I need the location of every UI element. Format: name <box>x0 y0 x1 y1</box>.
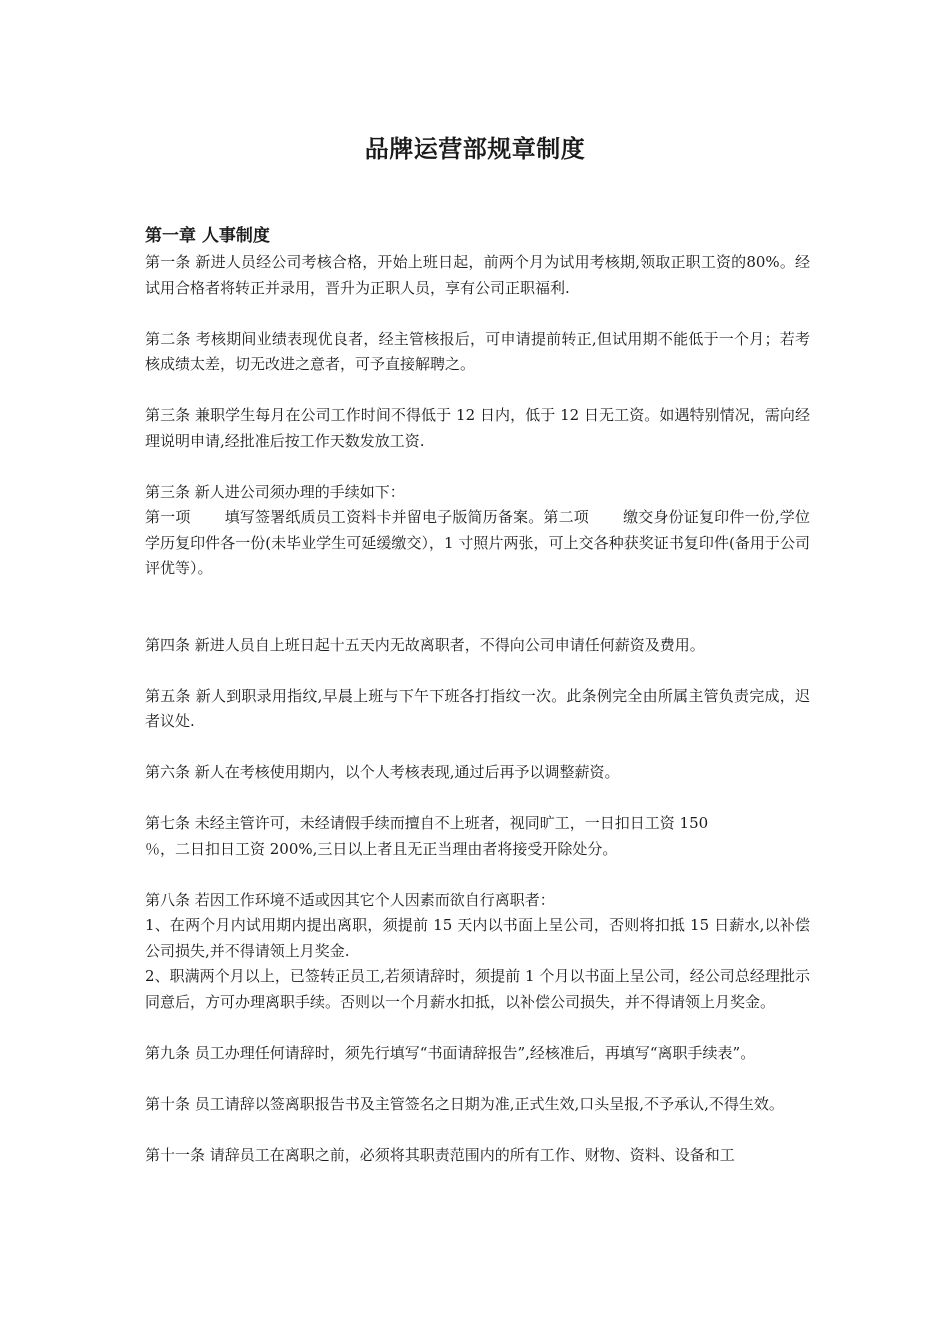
article-8-item-2: 2、职满两个月以上，已签转正员工,若须请辞时，须提前 1 个月以书面上呈公司，经公司总经理批示同意后，方可办理离职手续。否则以一个月薪水扣抵，以补偿公司损失，并不得请领上月奖金。 <box>145 967 810 1011</box>
procedure-item-1-text: 填写签署纸质员工资料卡并留电子版简历备案。 <box>224 508 544 526</box>
article-7-line-2: ％，二日扣日工资 200%,三日以上者且无正当理由者将接受开除处分。 <box>145 839 618 858</box>
procedure-item-2-text: 缴交身份证复印件一份,学位学历复印件各一份(未毕业学生可延缓缴交），1 寸照片两张，可上交各种获奖证书复印件(备用于公司评优等）。 <box>145 508 810 577</box>
procedure-item-1-label: 第一项 <box>145 508 191 526</box>
article-10: 第十条 员工请辞以签离职报告书及主管签名之日期为准,正式生效,口头呈报,不予承认,不得生效。 <box>145 1094 784 1113</box>
chapter-heading: 第一章 人事制度 <box>145 226 270 246</box>
document-body <box>145 222 810 1168</box>
article-3: 第三条 兼职学生每月在公司工作时间不得低于 12 日内，低于 12 日无工资。如遇特别情况，需向经理说明申请,经批准后按工作天数发放工资. <box>145 406 810 450</box>
procedure-items <box>145 505 810 582</box>
document-title: 品牌运营部规章制度 <box>364 135 586 163</box>
article-4: 第四条 新进人员自上班日起十五天内无故离职者，不得向公司申请任何薪资及费用。 <box>145 635 705 654</box>
article-5: 第五条 新人到职录用指纹,早晨上班与下午下班各打指纹一次。此条例完全由所属主管负责完成，迟者议处. <box>145 686 810 730</box>
article-1: 第一条 新进人员经公司考核合格，开始上班日起，前两个月为试用考核期,领取正职工资的80%。经试用合格者将转正并录用，晋升为正职人员，享有公司正职福利. <box>145 253 810 297</box>
article-9: 第九条 员工办理任何请辞时，须先行填写“书面请辞报告”,经核准后，再填写“离职手续表”。 <box>145 1043 756 1062</box>
article-7-line-1: 第七条 未经主管许可，未经请假手续而擅自不上班者，视同旷工，一日扣日工资 150 <box>145 814 709 832</box>
article-3b: 第三条 新人进公司须办理的手续如下： <box>145 482 405 501</box>
article-11: 第十一条 请辞员工在离职之前，必须将其职责范围内的所有工作、财物、资料、设备和工 <box>145 1145 735 1164</box>
article-8: 第八条 若因工作环境不适或因其它个人因素而欲自行离职者： <box>145 890 555 909</box>
article-6: 第六条 新人在考核使用期内，以个人考核表现,通过后再予以调整薪资。 <box>145 763 620 781</box>
article-8-item-1: 1、在两个月内试用期内提出离职，须提前 15 天内以书面上呈公司，否则将扣抵 15 日薪水,以补偿公司损失,并不得请领上月奖金. <box>145 916 810 960</box>
procedure-item-2-label: 第二项 <box>543 508 589 526</box>
article-2: 第二条 考核期间业绩表现优良者，经主管核报后，可申请提前转正,但试用期不能低于一个月；若考核成绩太差，切无改进之意者，可予直接解聘之。 <box>145 329 810 373</box>
